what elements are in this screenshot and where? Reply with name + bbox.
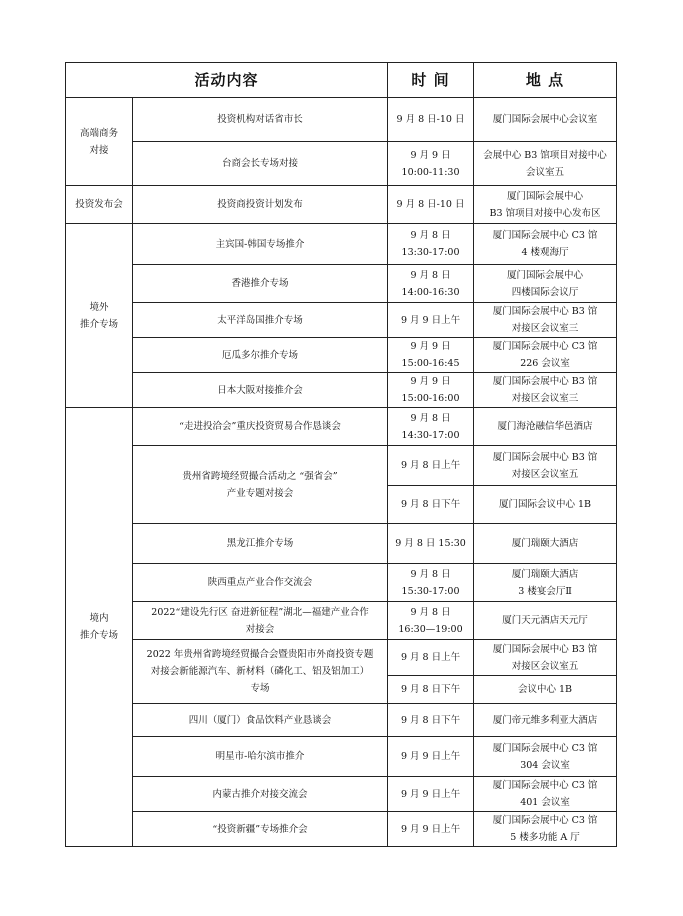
time-cell-line: 14:30-17:00 [401, 429, 460, 441]
activity-content-cell-line: 2022 年贵州省跨境经贸撮合会暨贵阳市外商投资专题 [146, 649, 374, 660]
place-cell [474, 98, 617, 142]
place-cell-line: 厦门天元酒店天元厅 [502, 615, 588, 626]
table-row [66, 186, 617, 224]
table-row [66, 602, 617, 640]
place-cell-line: 3 楼宴会厅Ⅱ [518, 585, 572, 597]
place-cell [474, 486, 617, 524]
place-cell-line: 厦门国际会展中心 B3 馆 [492, 451, 598, 463]
time-cell [388, 486, 474, 524]
place-cell [474, 737, 617, 777]
activity-content-cell [133, 524, 388, 564]
table-row [66, 408, 617, 446]
table-row [66, 524, 617, 564]
table-row [66, 777, 617, 812]
place-cell [474, 602, 617, 640]
place-cell [474, 564, 617, 602]
time-cell [388, 812, 474, 847]
place-cell-line: 厦门海沧融信华邑酒店 [497, 421, 593, 432]
place-cell-line: B3 馆项目对接中心发布区 [489, 207, 601, 219]
place-cell-line: 四楼国际会议厅 [511, 286, 579, 298]
time-cell-line: 9 月 9 日上午 [400, 314, 461, 326]
table-row [66, 142, 617, 186]
time-cell-line: 9 月 8 日-10 日 [396, 114, 465, 125]
activity-content-cell-line: 投资商投资计划发布 [217, 199, 303, 210]
time-cell-line: 9 月 8 日 [410, 269, 451, 281]
time-cell-line: 9 月 8 日 [410, 568, 451, 580]
activity-content-cell-line: 太平洋岛国推介专场 [217, 314, 303, 326]
category-cell [66, 224, 133, 408]
activity-content-cell [133, 564, 388, 602]
time-cell [388, 737, 474, 777]
activity-content-cell [133, 408, 388, 446]
table-row [66, 704, 617, 737]
place-cell [474, 224, 617, 265]
place-cell-line: 厦门国际会展中心 B3 馆 [492, 306, 598, 317]
time-cell-line: 9 月 8 日下午 [400, 684, 461, 695]
header-place: 地 点 [474, 63, 617, 98]
category-cell [66, 98, 133, 186]
time-cell [388, 777, 474, 812]
table-row [66, 265, 617, 303]
activity-content-cell [133, 224, 388, 265]
place-cell-line: 4 楼观海厅 [521, 247, 569, 258]
place-cell [474, 524, 617, 564]
time-cell-line: 9 月 8 日 [410, 230, 451, 241]
activity-content-cell [133, 265, 388, 303]
activity-content-cell [133, 704, 388, 737]
time-cell [388, 265, 474, 303]
place-cell-line: 厦门国际会展中心 B3 馆 [492, 643, 598, 655]
activity-content-cell [133, 812, 388, 847]
table-row [66, 338, 617, 373]
category-cell-line: 推介专场 [79, 630, 118, 641]
place-cell-line: 对接区会议室五 [511, 660, 579, 672]
time-cell-line: 9 月 8 日上午 [400, 652, 461, 663]
place-cell-line: 厦门瑞颐大酒店 [511, 568, 579, 580]
activity-content-cell-line: 日本大阪对接推介会 [217, 384, 303, 396]
activity-content-cell [133, 142, 388, 186]
place-cell-line: 厦门国际会议中心 1B [498, 499, 592, 510]
time-cell-line: 15:00-16:45 [401, 358, 460, 369]
category-cell-line: 高端商务 [79, 127, 118, 139]
place-cell-line: 厦门国际会展中心 C3 馆 [492, 341, 598, 352]
time-cell [388, 98, 474, 142]
activity-content-cell-line: “投资新疆”专场推介会 [212, 823, 308, 835]
place-cell [474, 777, 617, 812]
time-cell-line: 9 月 9 日 [410, 341, 451, 352]
table-row [66, 737, 617, 777]
activity-content-cell [133, 303, 388, 338]
place-cell-line: 226 会议室 [520, 358, 570, 369]
time-cell-line: 9 月 8 日 15:30 [395, 538, 466, 549]
time-cell [388, 142, 474, 186]
activity-content-cell-line: 台商会长专场对接 [222, 158, 299, 169]
activity-schedule-table [65, 62, 617, 847]
category-cell [66, 408, 133, 847]
time-cell [388, 408, 474, 446]
activity-content-cell-line: 内蒙古推介对接交流会 [212, 788, 308, 800]
place-cell-line: 会展中心 B3 馆项目对接中心 [483, 149, 607, 161]
time-cell-line: 14:00-16:30 [401, 286, 460, 298]
place-cell [474, 676, 617, 704]
time-cell-line: 13:30-17:00 [401, 247, 460, 258]
table-row [66, 373, 617, 408]
activity-content-cell-line: 贵州省跨境经贸撮合活动之 “强省会” [182, 470, 338, 482]
place-cell-line: 对接区会议室五 [511, 468, 579, 480]
place-cell-line: 厦门帝元维多利亚大酒店 [492, 714, 598, 726]
activity-content-cell-line: 投资机构对话省市长 [217, 114, 303, 125]
time-cell-line: 15:30-17:00 [401, 585, 460, 597]
place-cell [474, 142, 617, 186]
time-cell-line: 9 月 8 日 [410, 412, 451, 424]
time-cell-line: 9 月 9 日 [410, 149, 451, 161]
time-cell-line: 9 月 9 日 [410, 376, 451, 387]
activity-content-cell [133, 186, 388, 224]
place-cell [474, 812, 617, 847]
time-cell [388, 186, 474, 224]
activity-content-cell-line: 2022“建设先行区 奋进新征程”湖北—福建产业合作 [151, 606, 369, 618]
time-cell-line: 9 月 8 日 [410, 606, 451, 618]
category-cell [66, 186, 133, 224]
place-cell-line: 厦门国际会展中心 C3 馆 [492, 230, 598, 241]
category-cell-line: 投资发布会 [75, 199, 123, 210]
place-cell-line: 厦门国际会展中心 [507, 190, 584, 202]
activity-content-cell-line: 厄瓜多尔推介专场 [222, 349, 299, 361]
place-cell-line: 厦门国际会展中心 B3 馆 [492, 376, 598, 387]
activity-content-cell [133, 98, 388, 142]
time-cell-line: 9 月 9 日上午 [400, 751, 461, 762]
place-cell-line: 厦门瑞颐大酒店 [511, 538, 579, 549]
place-cell [474, 186, 617, 224]
place-cell-line: 对接区会议室三 [511, 323, 579, 334]
time-cell-line: 9 月 8 日下午 [400, 499, 461, 510]
place-cell [474, 265, 617, 303]
place-cell [474, 446, 617, 486]
activity-content-cell-line: 黑龙江推介专场 [226, 538, 294, 549]
place-cell-line: 厦门国际会展中心 C3 馆 [492, 815, 598, 826]
place-cell-line: 304 会议室 [520, 759, 570, 771]
table-row [66, 224, 617, 265]
header-row [66, 63, 617, 98]
category-cell-line: 境外 [89, 301, 109, 313]
time-cell [388, 704, 474, 737]
place-cell-line: 厦门国际会展中心 C3 馆 [492, 780, 598, 791]
header-content: 活动内容 [66, 63, 388, 98]
time-cell-line: 16:30—19:00 [398, 623, 463, 635]
place-cell [474, 373, 617, 408]
place-cell-line: 对接区会议室三 [511, 393, 579, 404]
table-row [66, 303, 617, 338]
activity-content-cell-line: 对接会新能源汽车、新材料（磷化工、铝及铝加工） [150, 666, 370, 677]
time-cell [388, 676, 474, 704]
time-cell-line: 9 月 8 日上午 [400, 460, 461, 471]
activity-content-cell [133, 338, 388, 373]
place-cell-line: 厦门国际会展中心 [507, 269, 584, 281]
activity-content-cell [133, 737, 388, 777]
time-cell-line: 9 月 9 日上午 [400, 823, 461, 835]
category-cell-line: 推介专场 [79, 318, 118, 330]
table-row [66, 640, 617, 676]
activity-content-cell-line: 主宾国-韩国专场推介 [215, 238, 305, 250]
place-cell [474, 338, 617, 373]
time-cell [388, 303, 474, 338]
table-row [66, 446, 617, 486]
time-cell [388, 640, 474, 676]
place-cell [474, 640, 617, 676]
time-cell [388, 224, 474, 265]
time-cell [388, 338, 474, 373]
time-cell-line: 10:00-11:30 [401, 166, 460, 178]
category-cell-line: 对接 [89, 144, 109, 156]
time-cell [388, 564, 474, 602]
activity-content-cell [133, 446, 388, 524]
place-cell-line: 会议中心 1B [517, 684, 573, 695]
place-cell-line: 厦门国际会展中心会议室 [492, 114, 598, 125]
time-cell [388, 602, 474, 640]
place-cell-line: 5 楼多功能 A 厅 [510, 832, 580, 843]
time-cell-line: 9 月 9 日上午 [400, 788, 461, 800]
activity-content-cell-line: 对接会 [245, 623, 275, 635]
place-cell-line: 会议室五 [526, 166, 565, 178]
time-cell [388, 524, 474, 564]
table-row [66, 564, 617, 602]
place-cell-line: 厦门国际会展中心 C3 馆 [492, 742, 598, 754]
activity-content-cell [133, 777, 388, 812]
activity-content-cell [133, 602, 388, 640]
activity-content-cell-line: 明星市-哈尔滨市推介 [215, 751, 305, 762]
header-time: 时 间 [388, 63, 474, 98]
time-cell [388, 446, 474, 486]
place-cell [474, 303, 617, 338]
time-cell-line: 9 月 8 日下午 [400, 714, 461, 726]
time-cell [388, 373, 474, 408]
time-cell-line: 9 月 8 日-10 日 [396, 199, 465, 210]
activity-content-cell-line: 四川（厦门）食品饮料产业恳谈会 [188, 714, 332, 726]
place-cell-line: 401 会议室 [520, 797, 570, 808]
place-cell [474, 408, 617, 446]
activity-content-cell [133, 373, 388, 408]
activity-content-cell-line: “走进投洽会”重庆投资贸易合作恳谈会 [179, 421, 341, 432]
table-row [66, 98, 617, 142]
category-cell-line: 境内 [89, 613, 109, 624]
activity-content-cell-line: 陕西重点产业合作交流会 [207, 577, 313, 588]
table-row [66, 812, 617, 847]
activity-content-cell-line: 产业专题对接会 [226, 487, 294, 499]
activity-content-cell-line: 香港推介专场 [231, 278, 289, 289]
time-cell-line: 15:00-16:00 [401, 393, 460, 404]
activity-content-cell-line: 专场 [250, 683, 270, 694]
place-cell [474, 704, 617, 737]
activity-content-cell [133, 640, 388, 704]
